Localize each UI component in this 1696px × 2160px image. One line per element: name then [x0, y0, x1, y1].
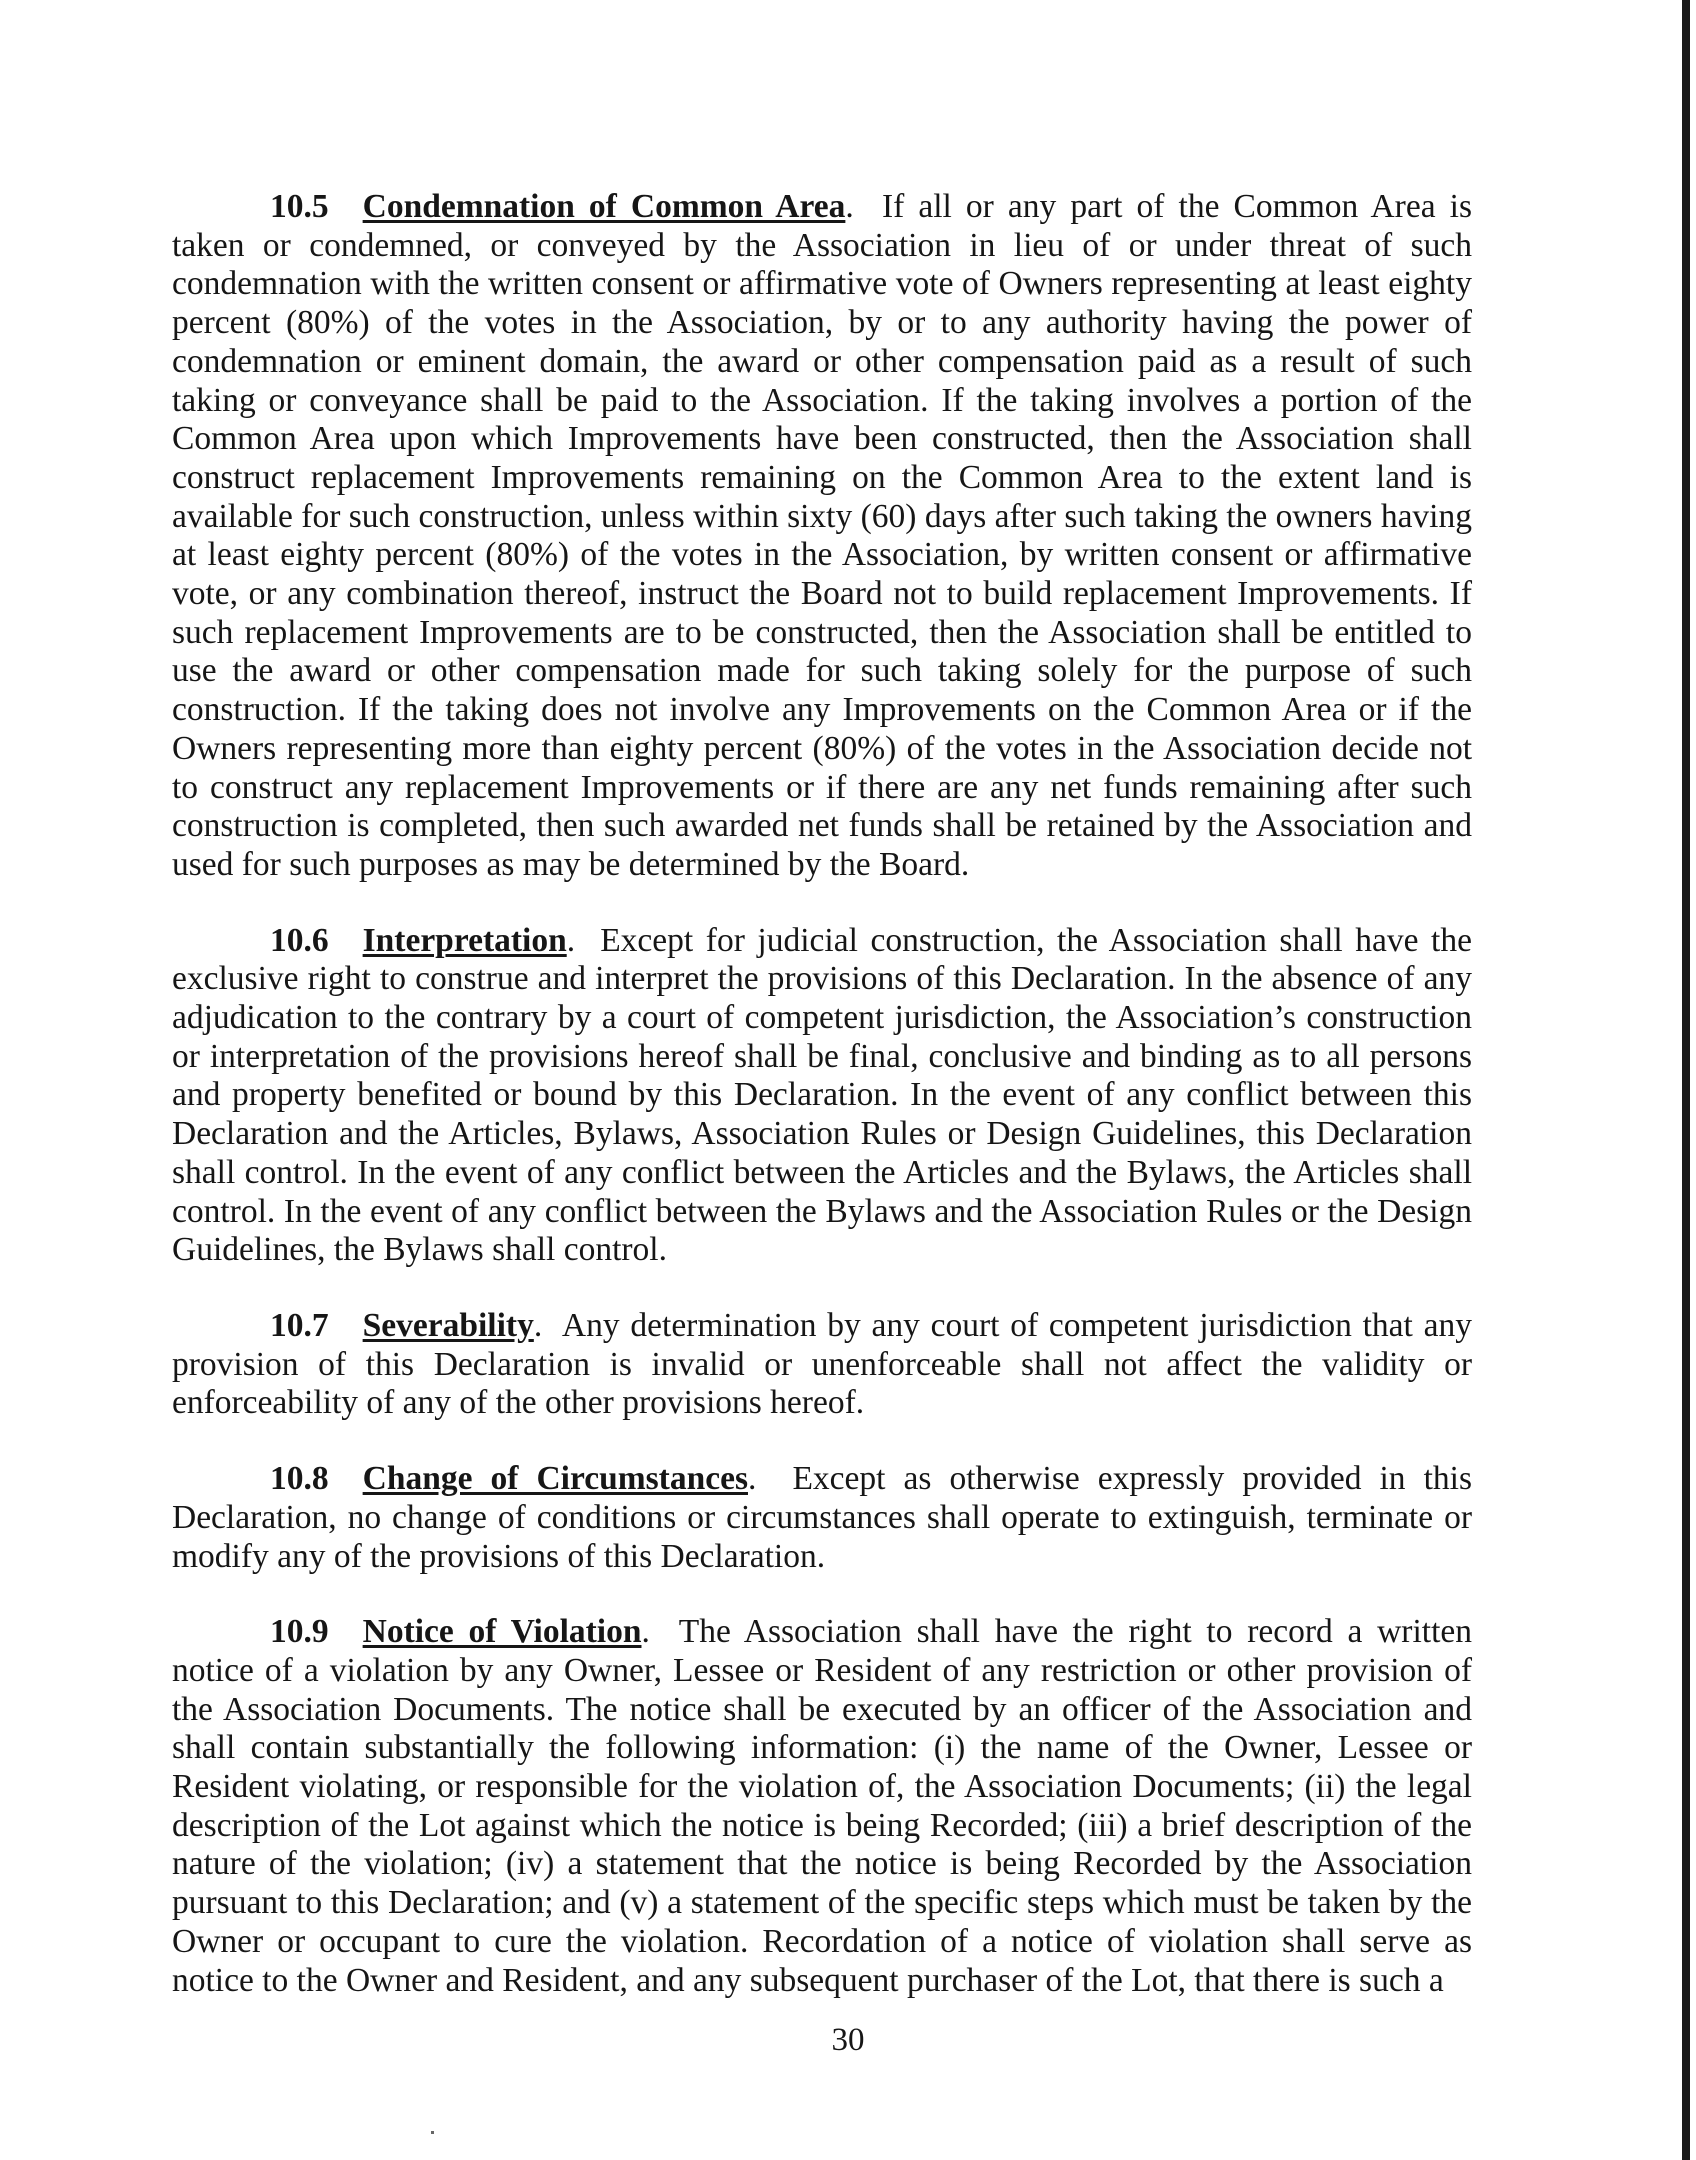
section-10-7 — [172, 1307, 1472, 1423]
section-title-separator: . — [533, 1306, 543, 1344]
document-body — [172, 188, 1472, 2037]
section-10-6 — [172, 922, 1472, 1270]
section-title: Condemnation of Common Area — [362, 188, 846, 225]
section-10-5 — [172, 188, 1472, 885]
section-number: 10.6 — [270, 921, 329, 959]
section-body: If all or any part of the Common Area is taken or condemned, or conveyed by the Association in lieu of or under threat of such condemnation with the written consent or affirmative vote of Owners representing at least eighty percent (80%) of the votes in the Association, by or to any authority having the power of condemnation or eminent domain, the award or other compensation paid as a result of such taking or conveyance shall be paid to the Association. If the taking involves a portion of the Common Area upon which Improvements have been constructed, then the Association shall construct replacement Improvements remaining on the Common Area to the extent land is available for such construction, unless within sixty (60) days after such taking the owners having at least eighty percent (80%) of the votes in the Association, by written consent or affirmative vote, or any combination thereof, instruct the Board not to build replacement Improvements. If such replacement Improvements are to be constructed, then the Association shall be entitled to use the award or other compensation made for such taking solely for the purpose of such construction. If the taking does not involve any Improvements on the Common Area or if the Owners representing more than eighty percent (80%) of the votes in the Association decide not to construct any replacement Improvements or if there are any net funds remaining after such construction is completed, then such awarded net funds shall be retained by the Association and used for such purposes as may be determined by the Board. — [172, 188, 1473, 883]
scan-edge-shadow — [1682, 0, 1690, 2160]
section-body: Except for judicial construction, the Association shall have the exclusive right to construe and interpret the provisions of this Declaration. In the absence of any adjudication to the contrary by a court of competent jurisdiction, the Association’s construction or interpretation of the provisions hereof shall be final, conclusive and binding as to all persons and property benefited or bound by this Declaration. In the event of any conflict between this Declaration and the Articles, Bylaws, Association Rules or Design Guidelines, this Declaration shall control. In the event of any conflict between the Articles and the Bylaws, the Articles shall control. In the event of any conflict between the Bylaws and the Association Rules or the Design Guidelines, the Bylaws shall control. — [172, 921, 1472, 1269]
section-title: Change of Circumstances — [362, 1460, 748, 1498]
section-body: The Association shall have the right to record a written notice of a violation by any Owner, Lessee or Resident of any restriction or other provision of the Association Documents. The notice shall be executed by an officer of the Association and shall contain substantially the following information: (i) the name of the Owner, Lessee or Resident violating, or responsible for the violation of, the Association Documents; (ii) the legal description of the Lot against which the notice is being Recorded; (iii) a brief description of the nature of the violation; (iv) a statement that the notice is being Recorded by the Association pursuant to this Declaration; and (v) a statement of the specific steps which must be taken by the Owner or occupant to cure the violation. Recordation of a notice of violation shall serve as notice to the Owner and Resident, and any subsequent purchaser of the Lot, that there is such a — [172, 1613, 1472, 1999]
section-title: Notice of Violation — [362, 1613, 642, 1651]
scan-speck — [431, 2131, 434, 2134]
page-number: 30 — [831, 2022, 865, 2058]
section-title-separator: . — [566, 921, 576, 959]
section-title-separator: . — [747, 1460, 757, 1498]
section-title-separator: . — [845, 188, 854, 225]
section-number: 10.8 — [270, 1460, 329, 1498]
section-10-8 — [172, 1460, 1472, 1576]
section-number: 10.5 — [270, 188, 329, 225]
section-title-separator: . — [641, 1613, 650, 1651]
section-body: Except as otherwise expressly provided in this Declaration, no change of conditions or circumstances shall operate to extinguish, terminate or modify any of the provisions of this Declaration. — [172, 1460, 1473, 1575]
section-title: Severability — [362, 1306, 534, 1344]
section-title: Interpretation — [362, 921, 567, 959]
section-number: 10.7 — [270, 1306, 329, 1344]
section-body: Any determination by any court of competent jurisdiction that any provision of this Declaration is invalid or unenforceable shall not affect the validity or enforceability of any of the other provisions hereof. — [172, 1306, 1472, 1422]
section-10-9 — [172, 1613, 1472, 2000]
section-number: 10.9 — [270, 1613, 329, 1651]
